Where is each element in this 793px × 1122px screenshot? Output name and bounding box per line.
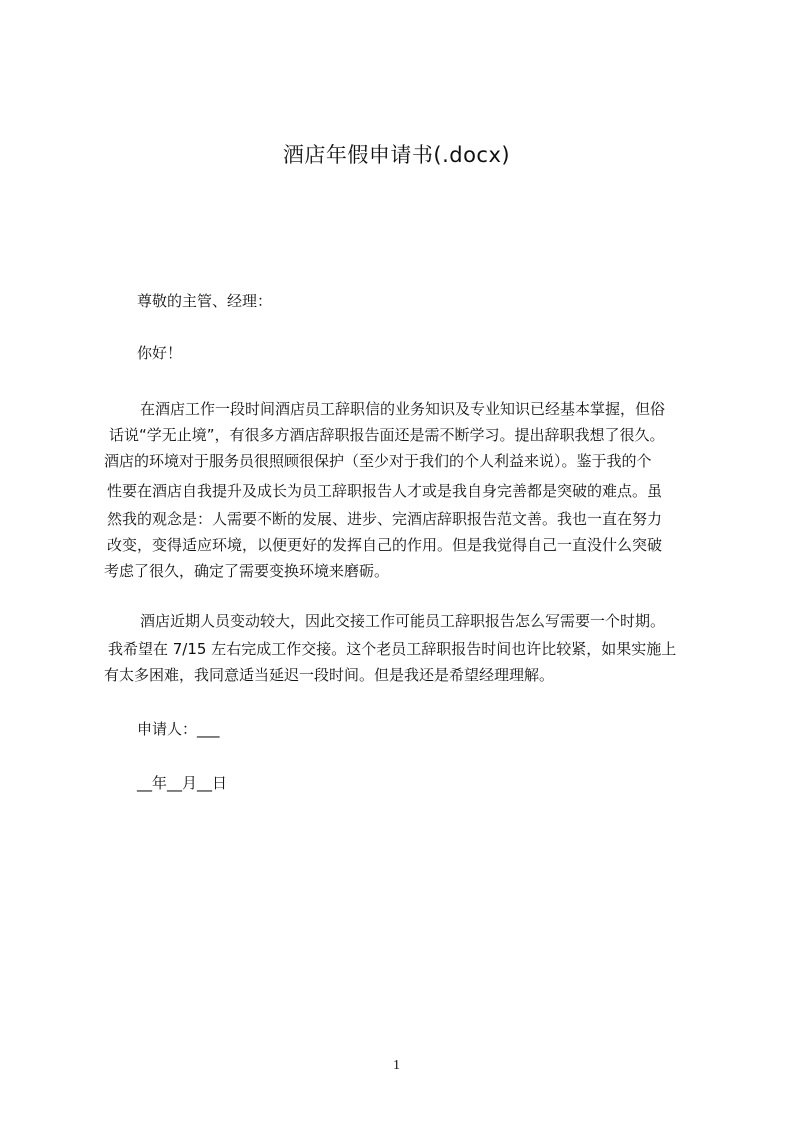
document-title: 酒店年假申请书(.docx) (282, 143, 511, 167)
paragraph-line: 考虑了很久，确定了需要变换环境来磨砺。 (104, 562, 390, 580)
paragraph-line: 性要在酒店自我提升及成长为员工辞职报告人才或是我自身完善都是突破的难点。虽 (107, 482, 663, 500)
paragraph-line: 酒店近期人员变动较大，因此交接工作可能员工辞职报告怎么写需要一个时期。 (140, 612, 666, 630)
paragraph-line: 话说“学无止境”，有很多方酒店辞职报告面还是需不断学习。提出辞职我想了很久。 (109, 426, 665, 444)
paragraph-line: 在酒店工作一段时间酒店员工辞职信的业务知识及专业知识已经基本掌握，但俗 (140, 400, 666, 418)
paragraph-line: 改变，变得适应环境，以便更好的发挥自己的作用。但是我觉得自己一直没什么突破 (107, 536, 663, 554)
salutation: 尊敬的主管、经理： (137, 292, 273, 310)
paragraph-line: 酒店的环境对于服务员很照顾很保护（至少对于我们的个人利益来说）。鉴于我的个 (104, 452, 652, 470)
applicant-line: 申请人：___ (137, 720, 220, 738)
paragraph-line: 有太多困难，我同意适当延迟一段时间。但是我还是希望经理理解。 (104, 666, 555, 684)
paragraph-line: 然我的观念是：人需要不断的发展、进步、完酒店辞职报告范文善。我也一直在努力 (107, 510, 663, 528)
date-line: __年__月__日 (137, 774, 228, 792)
page-number: 1 (393, 1058, 400, 1073)
greeting: 你好！ (137, 344, 183, 362)
paragraph-line: 我希望在 7/15 左右完成工作交接。这个老员工辞职报告时间也许比较紧，如果实施上 (108, 640, 677, 658)
